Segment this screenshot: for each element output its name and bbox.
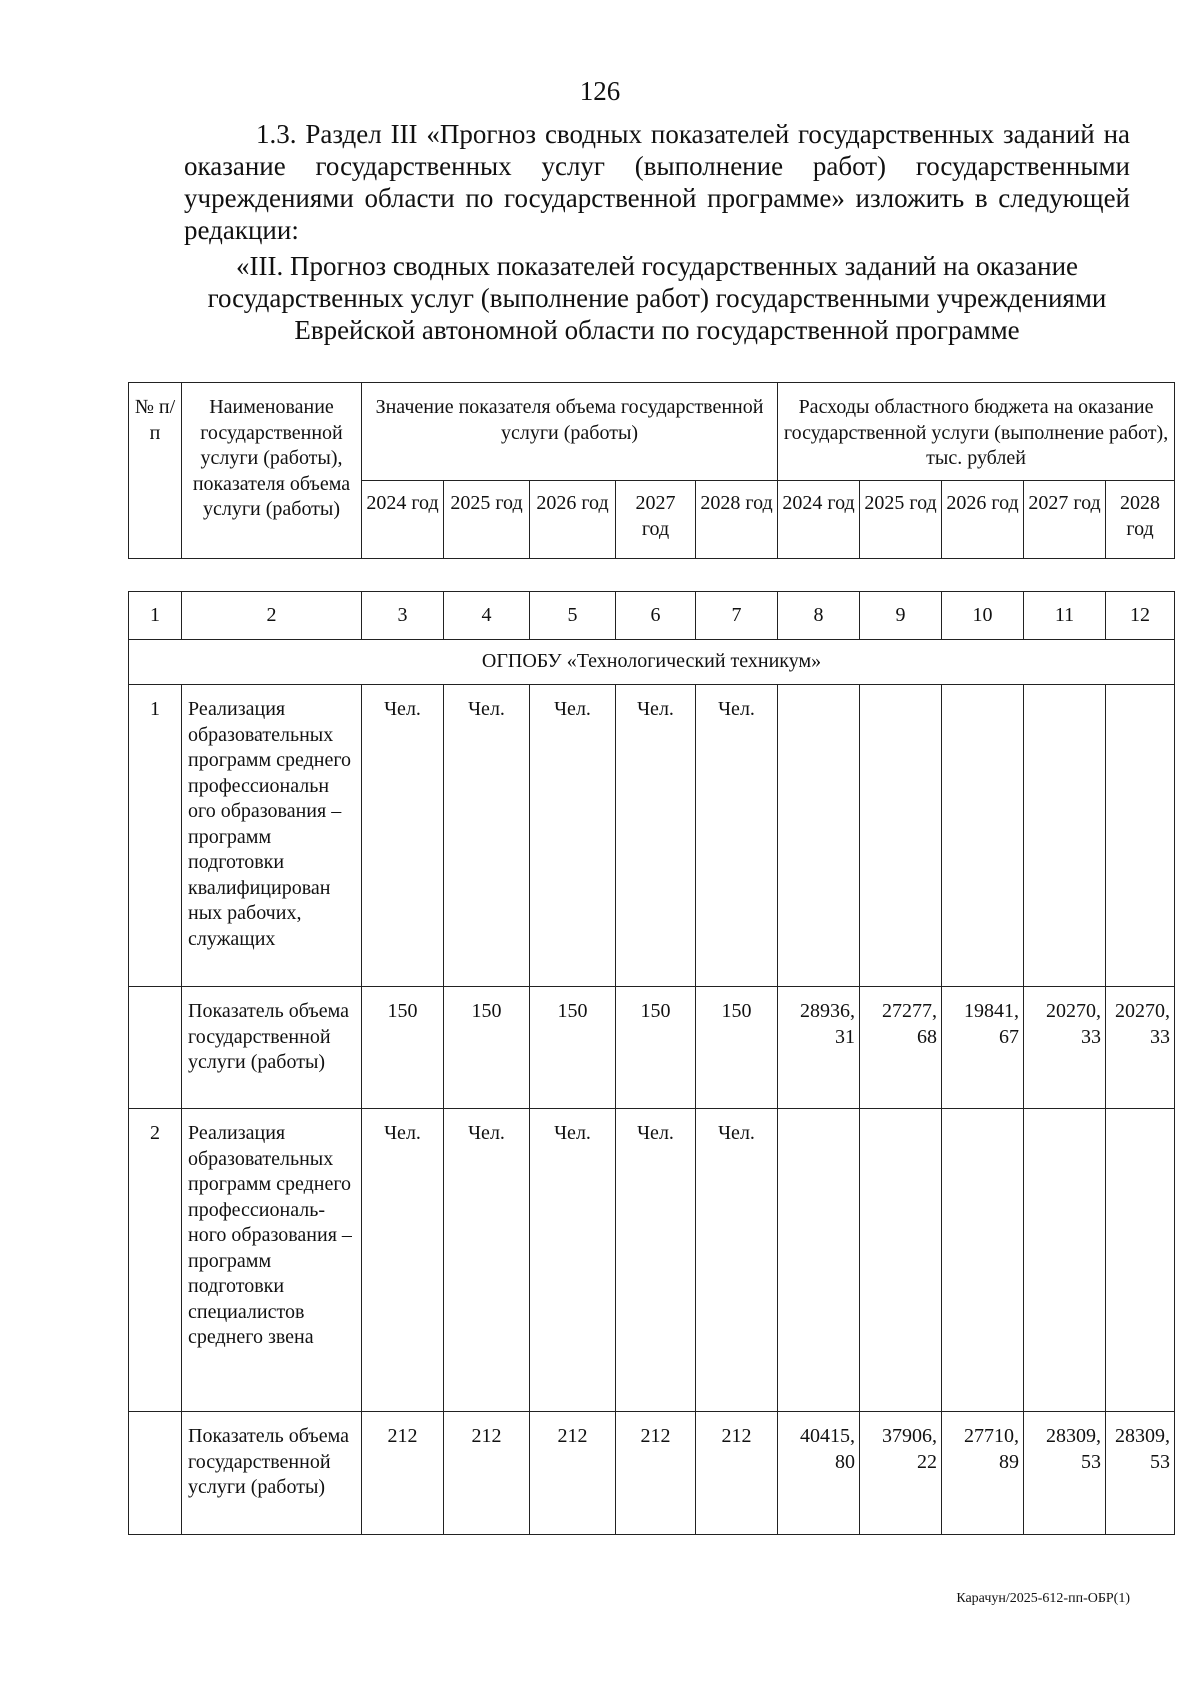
table-body xyxy=(128,591,1175,1535)
empty-cell xyxy=(129,1412,182,1535)
empty-cell xyxy=(942,1109,1024,1412)
unit-cell: Чел. xyxy=(696,1109,778,1412)
intro-text: 1.3. Раздел III «Прогноз сводных показателей государственных заданий на оказание государственных услуг (выполнение работ) государственными учреждениями области по государственной программе» изложить в следующей редакции: xyxy=(184,119,1130,245)
unit-cell: Чел. xyxy=(696,685,778,987)
institution-name: ОГПОБУ «Технологический техникум» xyxy=(129,640,1175,685)
column-number: 8 xyxy=(778,592,860,640)
volume-value: 150 xyxy=(696,987,778,1109)
header-year: 2028 год xyxy=(696,481,778,559)
header-year: 2025 год xyxy=(444,481,530,559)
expense-value: 20270, 33 xyxy=(1024,987,1106,1109)
column-number: 12 xyxy=(1106,592,1175,640)
empty-cell xyxy=(1024,685,1106,987)
header-year: 2024 год xyxy=(362,481,444,559)
volume-value: 150 xyxy=(444,987,530,1109)
empty-cell xyxy=(942,685,1024,987)
expense-value: 28309, 53 xyxy=(1024,1412,1106,1535)
empty-cell xyxy=(778,1109,860,1412)
expense-value: 19841, 67 xyxy=(942,987,1024,1109)
column-number: 3 xyxy=(362,592,444,640)
expense-value: 28936, 31 xyxy=(778,987,860,1109)
expense-value: 28309, 53 xyxy=(1106,1412,1175,1535)
column-number: 7 xyxy=(696,592,778,640)
row-number: 2 xyxy=(129,1109,182,1412)
column-number: 2 xyxy=(182,592,362,640)
expense-value: 27277, 68 xyxy=(860,987,942,1109)
indicator-name: Показатель объема государственной услуги (работы) xyxy=(182,1412,362,1535)
expense-value: 37906, 22 xyxy=(860,1412,942,1535)
unit-cell: Чел. xyxy=(616,1109,696,1412)
institution-row xyxy=(129,640,1175,685)
unit-cell: Чел. xyxy=(530,1109,616,1412)
column-number: 9 xyxy=(860,592,942,640)
column-number: 4 xyxy=(444,592,530,640)
empty-cell xyxy=(860,685,942,987)
unit-cell: Чел. xyxy=(616,685,696,987)
column-number: 1 xyxy=(129,592,182,640)
header-year: 2028 год xyxy=(1106,481,1175,559)
table-row xyxy=(129,1412,1175,1535)
document-code: Карачун/2025-612-пп-ОБР(1) xyxy=(956,1591,1130,1606)
volume-value: 212 xyxy=(530,1412,616,1535)
unit-cell: Чел. xyxy=(444,685,530,987)
unit-cell: Чел. xyxy=(530,685,616,987)
volume-value: 150 xyxy=(530,987,616,1109)
row-number: 1 xyxy=(129,685,182,987)
header-year: 2025 год xyxy=(860,481,942,559)
column-number: 11 xyxy=(1024,592,1106,640)
expense-value: 40415, 80 xyxy=(778,1412,860,1535)
header-row-groups xyxy=(129,383,1175,481)
empty-cell xyxy=(1106,685,1175,987)
header-year: 2026 год xyxy=(942,481,1024,559)
section-title: «III. Прогноз сводных показателей государственных заданий на оказание государственных услуг (выполнение работ) государственными учреждениями Еврейской автономной области по государственной программе xyxy=(207,251,1107,345)
indicator-name: Показатель объема государственной услуги (работы) xyxy=(182,987,362,1109)
volume-value: 212 xyxy=(362,1412,444,1535)
empty-cell xyxy=(1106,1109,1175,1412)
header-volume-group: Значение показателя объема государственной услуги (работы) xyxy=(362,383,778,481)
column-number-row xyxy=(129,592,1175,640)
table-row xyxy=(129,685,1175,987)
unit-cell: Чел. xyxy=(444,1109,530,1412)
header-year: 2027 год xyxy=(616,481,696,559)
header-year: 2024 год xyxy=(778,481,860,559)
empty-cell xyxy=(1024,1109,1106,1412)
intro-paragraph xyxy=(184,118,1130,246)
empty-cell xyxy=(860,1109,942,1412)
table-header xyxy=(128,382,1175,559)
table-row xyxy=(129,987,1175,1109)
header-year: 2027 год xyxy=(1024,481,1106,559)
page-number: 126 xyxy=(579,76,621,106)
expense-value: 27710, 89 xyxy=(942,1412,1024,1535)
header-year: 2026 год xyxy=(530,481,616,559)
table-row xyxy=(129,1109,1175,1412)
service-name: Реализация образовательных программ среднего профессиональ- ного образования – программ подготовки специалистов среднего звена xyxy=(182,1109,362,1412)
header-budget-group: Расходы областного бюджета на оказание государственной услуги (выполнение работ), тыс. рублей xyxy=(778,383,1175,481)
volume-value: 212 xyxy=(696,1412,778,1535)
column-number: 6 xyxy=(616,592,696,640)
empty-cell xyxy=(129,987,182,1109)
expense-value: 20270, 33 xyxy=(1106,987,1175,1109)
volume-value: 150 xyxy=(362,987,444,1109)
volume-value: 212 xyxy=(444,1412,530,1535)
column-number: 10 xyxy=(942,592,1024,640)
header-num: № п/п xyxy=(129,383,182,559)
empty-cell xyxy=(778,685,860,987)
volume-value: 212 xyxy=(616,1412,696,1535)
unit-cell: Чел. xyxy=(362,1109,444,1412)
column-number: 5 xyxy=(530,592,616,640)
header-name: Наименование государственной услуги (работы), показателя объема услуги (работы) xyxy=(182,383,362,559)
unit-cell: Чел. xyxy=(362,685,444,987)
volume-value: 150 xyxy=(616,987,696,1109)
service-name: Реализация образовательных программ среднего профессиональн ого образования – программ подготовки квалифицирован ных рабочих, служащих xyxy=(182,685,362,987)
